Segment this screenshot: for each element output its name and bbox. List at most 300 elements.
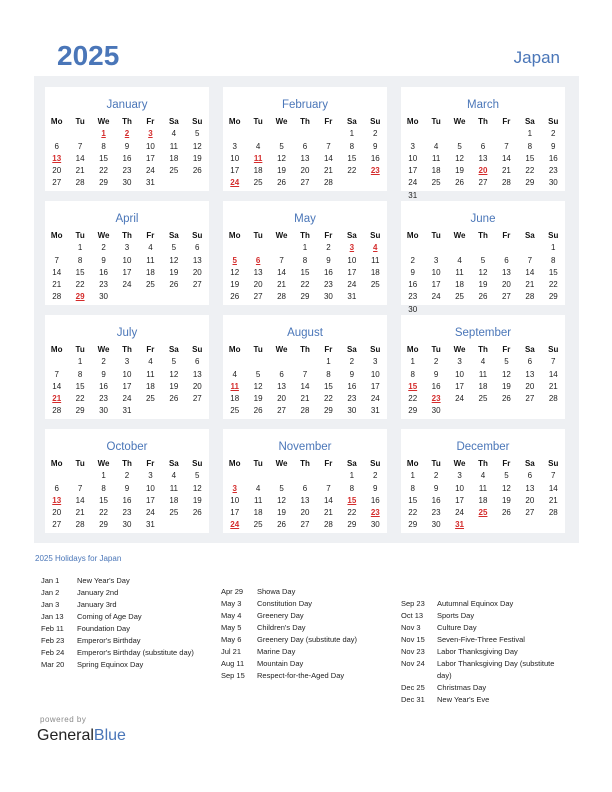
day-cell: 9 xyxy=(349,369,355,379)
day-cell: 27 xyxy=(300,178,310,188)
day-cell: 18 xyxy=(145,381,155,391)
day-cell: 29 xyxy=(323,406,333,416)
weekday-label: Th xyxy=(478,231,488,240)
day-cell: 18 xyxy=(431,166,441,176)
weekday-label: Su xyxy=(548,345,559,354)
weekday-label: Tu xyxy=(253,459,263,468)
month-june xyxy=(401,201,565,314)
day-cell: 28 xyxy=(323,520,333,530)
day-cell: 16 xyxy=(99,267,109,277)
holiday-item xyxy=(401,658,563,682)
day-cell: 16 xyxy=(323,267,333,277)
day-cell: 27 xyxy=(52,520,62,530)
day-cell: 3 xyxy=(232,141,237,151)
day-cell: 18 xyxy=(169,153,179,163)
weekday-label: Th xyxy=(122,117,132,126)
month-title: August xyxy=(287,327,323,339)
day-cell: 14 xyxy=(501,153,511,163)
week-row xyxy=(223,470,387,482)
day-cell: 24 xyxy=(455,508,465,518)
empty-day-cell xyxy=(186,291,209,303)
empty-day-cell xyxy=(340,177,363,189)
empty-day-cell xyxy=(45,470,68,482)
day-cell: 12 xyxy=(192,141,202,151)
day-cell: 26 xyxy=(501,508,511,518)
holiday-day-cell: 6 xyxy=(255,255,261,265)
weekday-header xyxy=(401,116,565,128)
weekday-label: Fr xyxy=(324,117,333,126)
empty-day-cell xyxy=(448,128,471,140)
day-cell: 3 xyxy=(433,255,439,265)
holiday-day-cell: 4 xyxy=(373,243,378,253)
week-row xyxy=(401,470,565,482)
weekday-label: Th xyxy=(478,345,488,354)
holiday-name: Labor Thanksgiving Day xyxy=(437,647,518,656)
day-cell: 24 xyxy=(122,280,132,290)
day-cell: 26 xyxy=(277,520,287,530)
week-row xyxy=(223,267,387,279)
brand-logo[interactable] xyxy=(37,727,126,745)
day-cell: 1 xyxy=(349,129,355,139)
day-cell: 28 xyxy=(52,292,62,302)
day-cell: 1 xyxy=(302,243,308,253)
day-cell: 5 xyxy=(457,141,462,151)
weekday-label: Tu xyxy=(253,345,263,354)
holiday-day-cell: 15 xyxy=(408,381,418,391)
day-cell: 19 xyxy=(192,495,202,505)
empty-day-cell xyxy=(246,470,269,482)
day-cell: 14 xyxy=(75,495,85,505)
day-cell: 6 xyxy=(527,471,533,481)
weekday-label: Sa xyxy=(524,117,535,126)
day-cell: 4 xyxy=(255,141,261,151)
weekday-label: Fr xyxy=(324,345,333,354)
day-cell: 18 xyxy=(145,267,155,277)
day-cell: 28 xyxy=(277,292,287,302)
day-cell: 22 xyxy=(408,508,418,518)
weekday-header xyxy=(223,230,387,242)
day-cell: 16 xyxy=(370,153,380,163)
day-cell: 27 xyxy=(277,406,287,416)
weekday-label: We xyxy=(97,117,110,126)
day-cell: 3 xyxy=(148,471,153,481)
day-cell: 2 xyxy=(373,471,378,481)
day-cell: 16 xyxy=(548,153,558,163)
day-cell: 3 xyxy=(457,357,462,367)
weekday-header xyxy=(45,344,209,356)
day-cell: 2 xyxy=(551,129,556,139)
month-title: June xyxy=(470,213,496,225)
day-cell: 15 xyxy=(323,381,333,391)
holiday-name: Coming of Age Day xyxy=(77,612,142,621)
month-title: February xyxy=(281,99,329,111)
day-cell: 7 xyxy=(551,471,556,481)
empty-day-cell xyxy=(471,519,494,531)
day-cell: 2 xyxy=(101,357,106,367)
day-cell: 30 xyxy=(122,178,132,188)
holiday-day-cell: 13 xyxy=(52,495,62,505)
day-cell: 30 xyxy=(99,292,109,302)
empty-day-cell xyxy=(364,177,387,189)
day-cell: 22 xyxy=(75,394,85,404)
day-cell: 8 xyxy=(101,141,106,151)
holiday-item xyxy=(221,622,393,634)
day-cell: 5 xyxy=(279,483,284,493)
day-cell: 7 xyxy=(326,483,331,493)
day-cell: 14 xyxy=(52,381,62,391)
holiday-name: Culture Day xyxy=(437,623,477,632)
holiday-day-cell: 3 xyxy=(148,129,153,139)
day-cell: 17 xyxy=(230,166,240,176)
empty-day-cell xyxy=(68,470,91,482)
holiday-name: Mountain Day xyxy=(257,659,304,668)
week-row xyxy=(401,369,565,381)
day-cell: 11 xyxy=(146,255,155,265)
weekday-label: Sa xyxy=(168,459,179,468)
empty-day-cell xyxy=(495,519,518,531)
month-november xyxy=(223,429,387,533)
day-cell: 10 xyxy=(455,483,465,493)
weekday-label: Tu xyxy=(431,231,441,240)
day-cell: 22 xyxy=(99,166,109,176)
day-cell: 3 xyxy=(124,357,130,367)
holiday-date: Nov 3 xyxy=(401,623,421,632)
brand-name-general: General xyxy=(37,727,94,744)
day-cell: 17 xyxy=(145,153,155,163)
day-cell: 12 xyxy=(230,267,240,277)
empty-day-cell xyxy=(186,519,209,531)
day-cell: 5 xyxy=(504,357,509,367)
empty-day-cell xyxy=(518,242,541,254)
weekday-header xyxy=(45,116,209,128)
holiday-day-cell: 5 xyxy=(232,255,237,265)
day-cell: 15 xyxy=(99,153,109,163)
day-cell: 29 xyxy=(300,292,310,302)
day-cell: 20 xyxy=(525,381,535,391)
weekday-label: We xyxy=(453,345,466,354)
empty-day-cell xyxy=(270,356,293,368)
day-cell: 19 xyxy=(230,280,240,290)
day-cell: 11 xyxy=(478,369,488,379)
day-cell: 28 xyxy=(300,406,310,416)
day-cell: 10 xyxy=(145,483,155,493)
day-cell: 26 xyxy=(478,292,488,302)
day-cell: 21 xyxy=(501,166,511,176)
day-cell: 26 xyxy=(277,178,287,188)
weekday-label: Sa xyxy=(168,345,179,354)
day-cell: 3 xyxy=(373,357,378,367)
day-cell: 21 xyxy=(548,381,558,391)
holiday-day-cell: 24 xyxy=(230,178,240,188)
week-row xyxy=(223,242,387,254)
weekday-label: Th xyxy=(300,345,310,354)
weekday-header xyxy=(223,116,387,128)
day-cell: 19 xyxy=(277,166,287,176)
day-cell: 19 xyxy=(253,394,263,404)
day-cell: 12 xyxy=(478,267,488,277)
day-cell: 27 xyxy=(52,178,62,188)
day-cell: 3 xyxy=(124,243,130,253)
month-title: September xyxy=(454,327,512,339)
day-cell: 6 xyxy=(195,357,200,367)
day-cell: 22 xyxy=(548,280,558,290)
day-cell: 8 xyxy=(77,255,83,265)
day-cell: 31 xyxy=(370,406,380,416)
holiday-item xyxy=(221,586,393,598)
weekday-label: Th xyxy=(478,459,488,468)
day-cell: 4 xyxy=(148,357,153,367)
holiday-date: Feb 11 xyxy=(41,624,64,633)
empty-day-cell xyxy=(495,242,518,254)
week-row xyxy=(223,177,387,189)
day-cell: 29 xyxy=(99,520,109,530)
empty-day-cell xyxy=(270,128,293,140)
day-cell: 22 xyxy=(99,508,109,518)
empty-day-cell xyxy=(270,470,293,482)
day-cell: 18 xyxy=(253,166,263,176)
holiday-day-cell: 21 xyxy=(52,394,62,404)
holiday-name: Sports Day xyxy=(437,611,475,620)
day-grid xyxy=(45,458,209,532)
day-cell: 27 xyxy=(192,394,202,404)
week-row xyxy=(401,393,565,405)
day-cell: 24 xyxy=(431,292,441,302)
day-cell: 1 xyxy=(326,357,331,367)
day-cell: 4 xyxy=(148,243,153,253)
day-cell: 16 xyxy=(431,495,441,505)
weekday-label: Mo xyxy=(228,117,241,126)
weekday-header xyxy=(223,458,387,470)
day-cell: 2 xyxy=(124,471,130,481)
empty-day-cell xyxy=(45,242,68,254)
day-cell: 14 xyxy=(75,153,85,163)
holiday-name: Emperor's Birthday (substitute day) xyxy=(77,648,194,657)
empty-day-cell xyxy=(364,291,387,303)
empty-day-cell xyxy=(401,128,424,140)
day-grid xyxy=(223,230,387,304)
weekday-label: We xyxy=(275,345,288,354)
day-cell: 9 xyxy=(410,267,415,277)
day-cell: 11 xyxy=(431,153,441,163)
weekday-label: Tu xyxy=(431,459,441,468)
day-grid xyxy=(401,344,565,418)
weekday-label: Th xyxy=(300,459,310,468)
day-cell: 9 xyxy=(551,141,556,151)
day-cell: 16 xyxy=(431,381,441,391)
day-cell: 4 xyxy=(232,369,237,379)
day-cell: 13 xyxy=(192,369,202,379)
month-july xyxy=(45,315,209,419)
empty-day-cell xyxy=(45,356,68,368)
day-cell: 19 xyxy=(277,508,287,518)
empty-day-cell xyxy=(424,242,447,254)
empty-day-cell xyxy=(223,470,246,482)
day-cell: 3 xyxy=(410,141,415,151)
day-cell: 6 xyxy=(302,483,308,493)
week-row xyxy=(223,405,387,417)
day-grid xyxy=(401,458,565,532)
day-cell: 5 xyxy=(504,471,509,481)
day-cell: 1 xyxy=(527,129,533,139)
day-cell: 25 xyxy=(145,394,155,404)
holiday-date: Oct 13 xyxy=(401,611,424,620)
day-cell: 24 xyxy=(122,394,132,404)
day-cell: 30 xyxy=(370,520,380,530)
day-cell: 13 xyxy=(525,369,535,379)
weekday-label: Mo xyxy=(406,117,419,126)
day-cell: 17 xyxy=(455,381,465,391)
day-cell: 11 xyxy=(169,141,178,151)
month-august xyxy=(223,315,387,419)
day-cell: 2 xyxy=(373,129,378,139)
day-cell: 18 xyxy=(169,495,179,505)
holiday-name: New Year's Eve xyxy=(437,695,490,704)
day-cell: 27 xyxy=(253,292,263,302)
day-grid xyxy=(45,116,209,190)
weekday-label: Mo xyxy=(50,345,63,354)
holiday-day-cell: 23 xyxy=(370,166,380,176)
weekday-label: Fr xyxy=(502,231,511,240)
weekday-label: We xyxy=(97,459,110,468)
day-cell: 18 xyxy=(230,394,240,404)
day-cell: 5 xyxy=(279,141,284,151)
week-row xyxy=(223,381,387,393)
day-cell: 6 xyxy=(504,255,509,265)
weekday-label: Th xyxy=(122,459,132,468)
day-cell: 8 xyxy=(349,141,355,151)
empty-day-cell xyxy=(223,356,246,368)
day-cell: 4 xyxy=(171,129,177,139)
week-row xyxy=(401,128,565,140)
week-row xyxy=(223,279,387,291)
day-cell: 8 xyxy=(349,483,355,493)
day-cell: 29 xyxy=(347,520,357,530)
day-cell: 15 xyxy=(548,267,558,277)
day-cell: 5 xyxy=(195,471,200,481)
weekday-header xyxy=(401,344,565,356)
week-row xyxy=(401,177,565,189)
weekday-label: Mo xyxy=(406,459,419,468)
day-cell: 8 xyxy=(302,255,308,265)
day-cell: 13 xyxy=(300,153,310,163)
day-cell: 4 xyxy=(255,483,261,493)
country-name: Japan xyxy=(513,48,560,67)
day-cell: 8 xyxy=(410,483,415,493)
day-cell: 5 xyxy=(480,255,486,265)
day-cell: 29 xyxy=(408,520,418,530)
week-row xyxy=(223,291,387,303)
day-cell: 7 xyxy=(527,255,533,265)
month-title: July xyxy=(116,327,138,339)
weekday-label: We xyxy=(97,345,110,354)
weekday-label: Fr xyxy=(324,231,333,240)
empty-day-cell xyxy=(270,242,293,254)
day-cell: 29 xyxy=(548,292,558,302)
day-cell: 14 xyxy=(323,153,333,163)
holiday-name: January 3rd xyxy=(77,600,117,609)
day-cell: 25 xyxy=(169,166,179,176)
day-cell: 12 xyxy=(277,153,287,163)
empty-day-cell xyxy=(246,242,269,254)
day-cell: 23 xyxy=(323,280,333,290)
weekday-label: Tu xyxy=(253,231,263,240)
day-cell: 21 xyxy=(52,280,62,290)
day-cell: 17 xyxy=(145,495,155,505)
holiday-item xyxy=(41,587,211,599)
empty-day-cell xyxy=(162,291,185,303)
month-september xyxy=(401,315,565,419)
holiday-name: Seven-Five-Three Festival xyxy=(437,635,525,644)
holiday-item xyxy=(221,598,393,610)
empty-day-cell xyxy=(471,405,494,417)
day-cell: 19 xyxy=(478,280,488,290)
weekday-label: We xyxy=(453,231,466,240)
holiday-item xyxy=(221,658,393,670)
empty-day-cell xyxy=(68,128,91,140)
weekday-label: Su xyxy=(370,231,381,240)
day-cell: 8 xyxy=(77,369,83,379)
holiday-date: Jan 1 xyxy=(41,576,60,585)
week-row xyxy=(45,470,209,482)
day-cell: 20 xyxy=(300,166,310,176)
day-cell: 14 xyxy=(548,369,558,379)
day-cell: 19 xyxy=(501,495,511,505)
holiday-name: Marine Day xyxy=(257,647,296,656)
empty-day-cell xyxy=(424,128,447,140)
day-cell: 21 xyxy=(548,495,558,505)
month-title: November xyxy=(278,441,332,453)
day-cell: 11 xyxy=(253,495,263,505)
week-row xyxy=(45,128,209,140)
holiday-date: Jan 3 xyxy=(41,600,60,609)
week-row xyxy=(45,242,209,254)
empty-day-cell xyxy=(317,470,340,482)
day-cell: 7 xyxy=(551,357,556,367)
day-cell: 7 xyxy=(326,141,331,151)
day-cell: 23 xyxy=(99,394,109,404)
day-cell: 10 xyxy=(347,255,357,265)
month-title: December xyxy=(456,441,510,453)
day-cell: 6 xyxy=(54,483,59,493)
day-cell: 13 xyxy=(525,483,535,493)
day-cell: 1 xyxy=(349,471,355,481)
day-cell: 20 xyxy=(300,508,310,518)
holiday-column xyxy=(221,586,393,682)
month-title: April xyxy=(115,213,139,225)
day-cell: 23 xyxy=(548,166,558,176)
day-cell: 28 xyxy=(75,178,85,188)
day-cell: 12 xyxy=(501,369,511,379)
empty-day-cell xyxy=(162,177,185,189)
day-cell: 27 xyxy=(192,280,202,290)
holiday-date: Sep 23 xyxy=(401,599,425,608)
day-cell: 8 xyxy=(527,141,533,151)
day-cell: 17 xyxy=(122,381,132,391)
day-cell: 20 xyxy=(52,166,62,176)
day-cell: 12 xyxy=(455,153,465,163)
day-cell: 30 xyxy=(431,406,441,416)
weekday-header xyxy=(45,458,209,470)
holiday-day-cell: 25 xyxy=(478,508,488,518)
day-cell: 23 xyxy=(122,166,132,176)
holiday-date: Nov 15 xyxy=(401,635,425,644)
day-cell: 15 xyxy=(75,381,85,391)
day-cell: 18 xyxy=(253,508,263,518)
weekday-label: Mo xyxy=(50,117,63,126)
day-cell: 25 xyxy=(253,520,263,530)
day-cell: 13 xyxy=(501,267,511,277)
week-row xyxy=(45,507,209,519)
